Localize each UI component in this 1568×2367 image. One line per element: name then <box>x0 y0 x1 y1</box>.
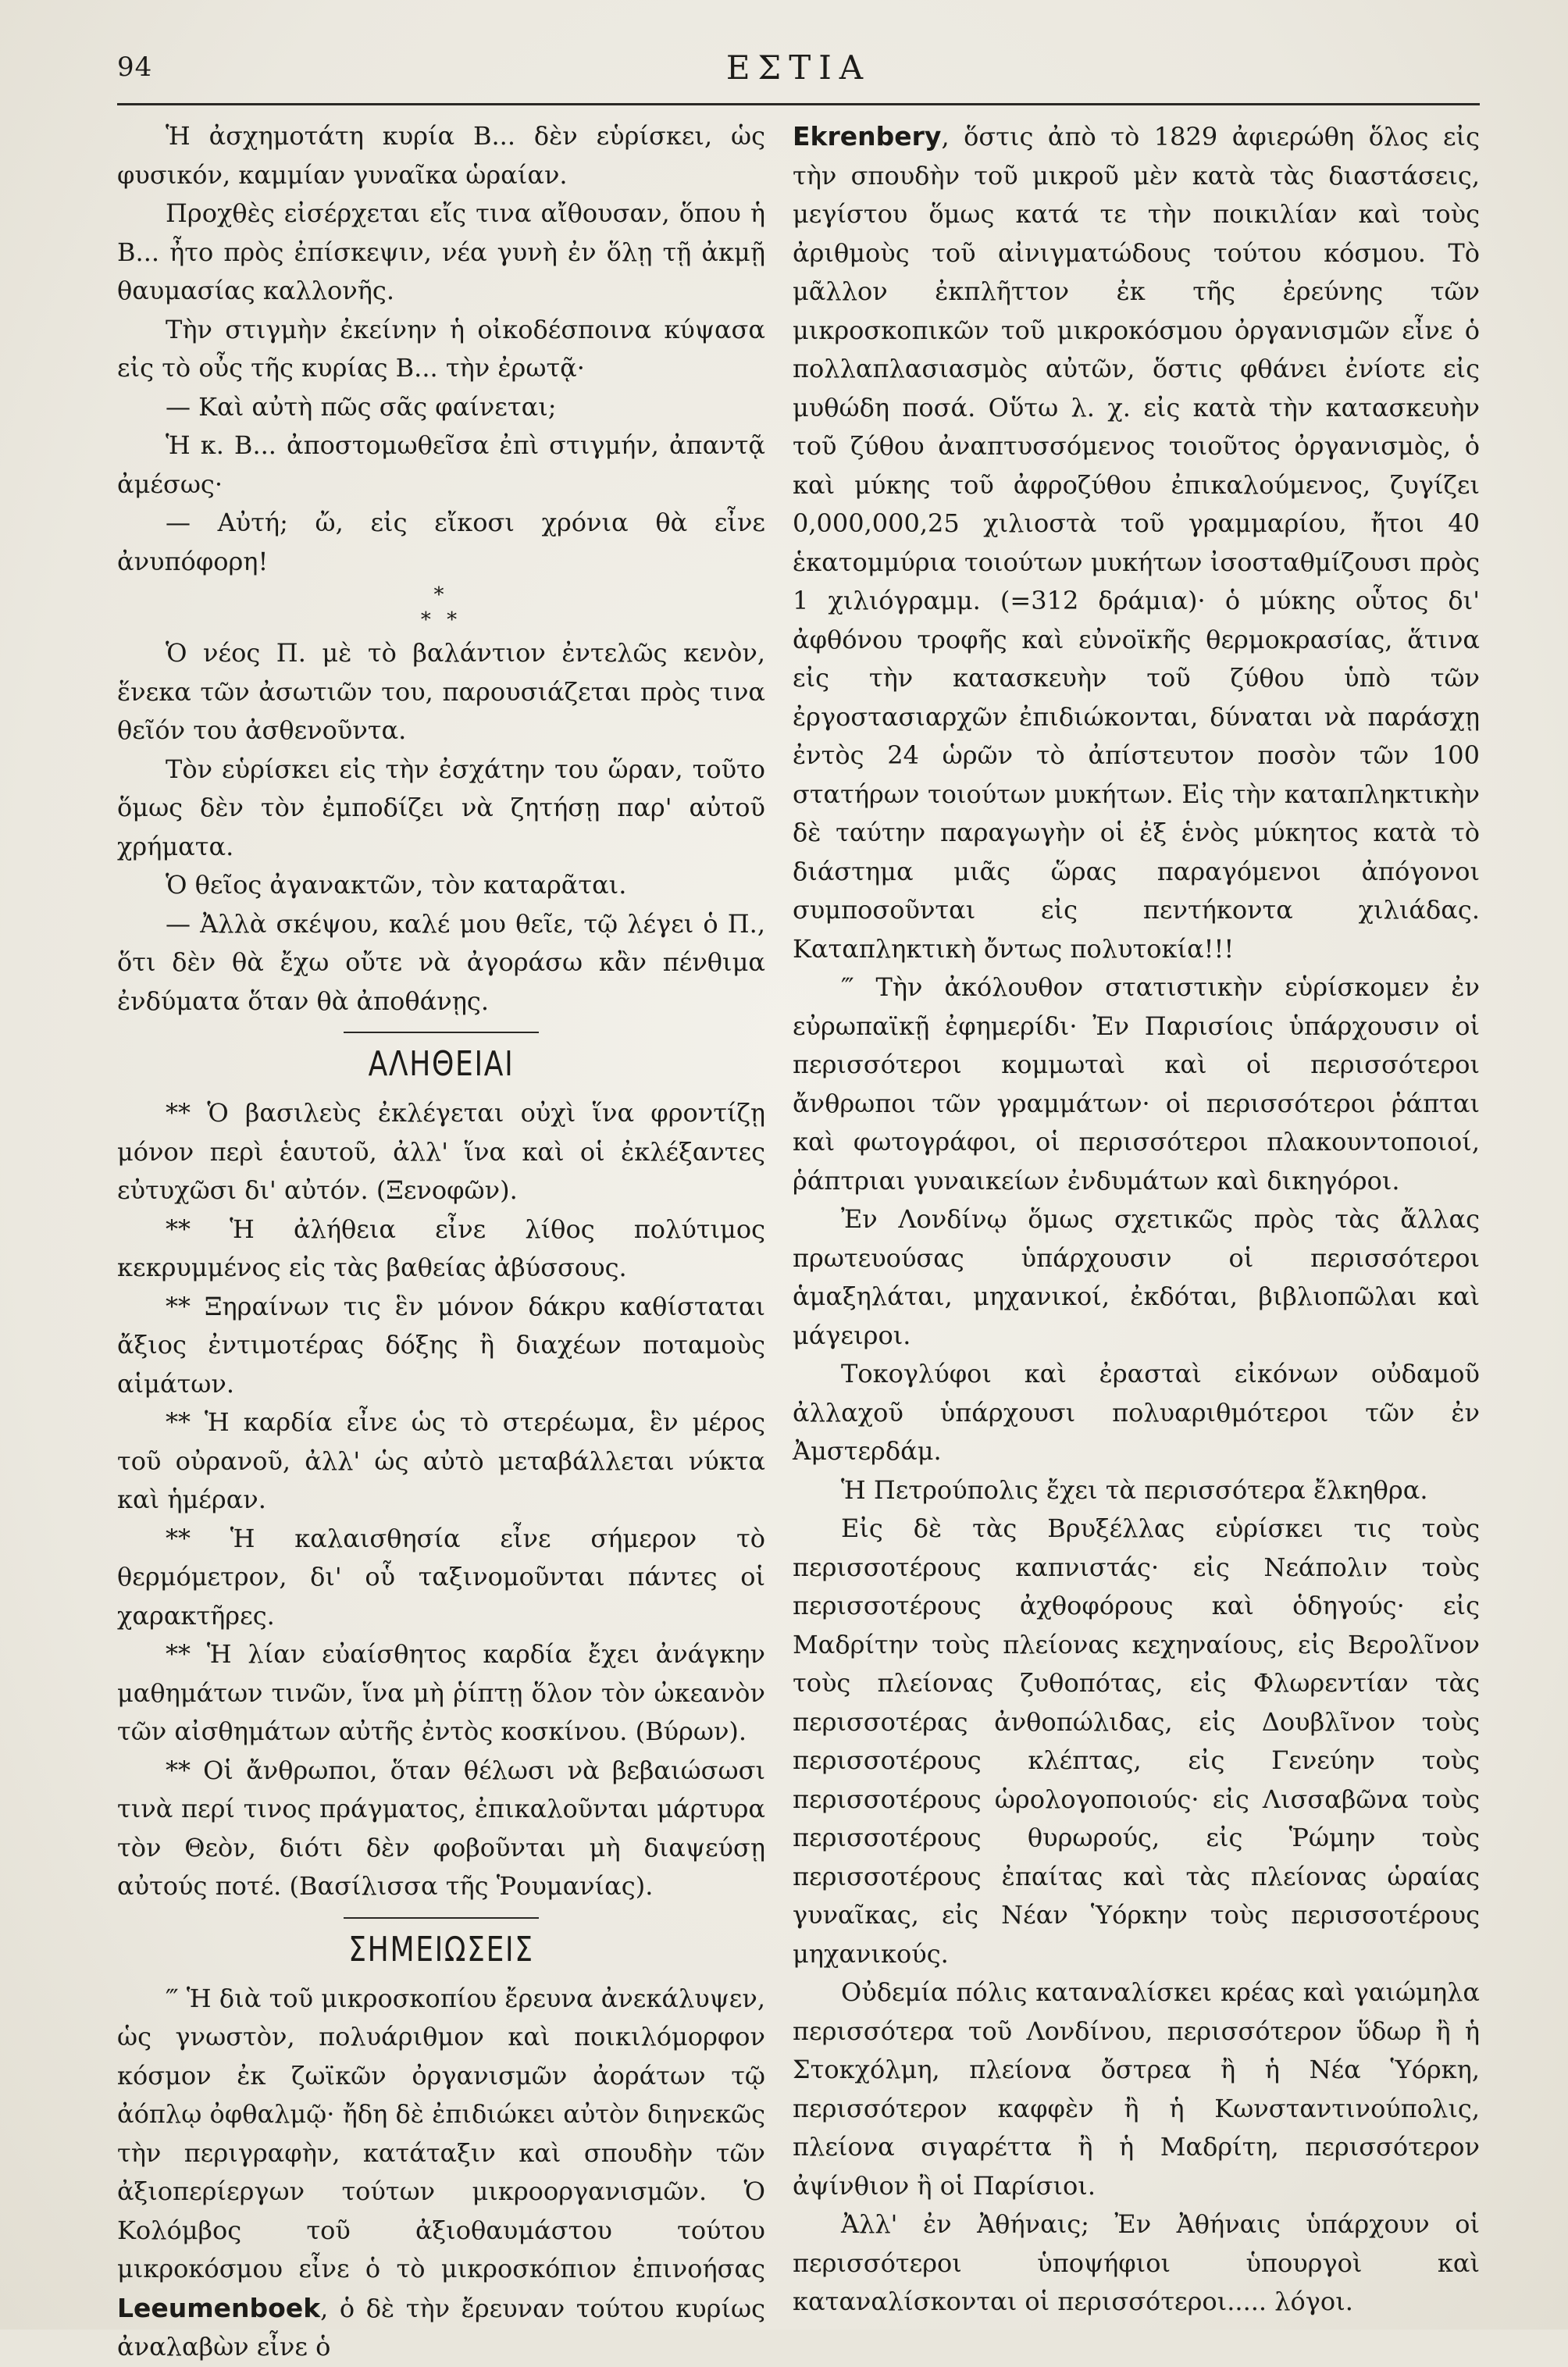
note-text: , ὅστις ἀπὸ τὸ 1829 ἀφιερώθη ὅλος εἰς τὴν σπουδὴν τοῦ μικροῦ μὲν κατὰ τὰς διαστάσεις, μεγίστου ὅμως κατά τε τὴν ποικιλίαν καὶ τοὺς ἀριθμοὺς τοῦ αἰνιγματώδους τούτου κόσμου. Τὸ μᾶλλον ἐκπλῆττον ἐκ τῆς ἐρεύνης τῶν μικροσκοπικῶν τοῦ μικροκόσμου ὀργανισμῶν εἶνε ὁ πολλαπλασιασμὸς αὐτῶν, ὅστις φθάνει ἐνίοτε εἰς μυθώδη ποσά. Οὕτω λ. χ. εἰς κατὰ τὴν κατασκευὴν τοῦ ζύθου ἀναπτυσσόμενος τοιοῦτος ὀργανισμὸς, ὁ καὶ μύκης τοῦ ἀφροζύθου ἐπικαλούμενος, ζυγίζει 0,000,000,25 χιλιοστὰ τοῦ γραμμαρίου, ἤτοι 40 ἑκατομμύρια τοιούτων μυκήτων ἰσοσταθμίζουσι πρὸς 1 χιλιόγραμμ. (=312 δράμια)· ὁ μύκης οὗτος δι' ἀφθόνου τροφῆς καὶ εὐνοϊκῆς θερμοκρασίας, ἅτινα εἰς τὴν κατασκευὴν τοῦ ζύθου ὑπὸ τῶν ἐργοστασιαρχῶν ἐπιδιώκονται, δύναται νὰ παράσχῃ ἐντὸς 24 ὡρῶν τὸ ἀπίστευτον ποσὸν τῶν 100 στατήρων τοιούτων μυκήτων. Εἰς τὴν καταπληκτικὴν δὲ ταύτην παραγωγὴν οἱ ἐξ ἑνὸς μύκητος κατὰ τὸ διάστημα μιᾶς ὥρας παραγόμενοι ἀπόγονοι συμποσοῦνται εἰς πεντήκοντα χιλιάδας. Καταπληκτικὴ ὄντως πολυτοκία!!! <box>793 122 1480 964</box>
truth-item: ** Οἱ ἄνθρωποι, ὅταν θέλωσι νὰ βεβαιώσωσι τινὰ περί τινος πράγματος, ἐπικαλοῦνται μάρτυρα τὸν Θεὸν, διότι δὲν φοβοῦνται μὴ διαψεύσῃ αὐτούς ποτέ. (Βασίλισσα τῆς Ῥουμανίας). <box>117 1755 765 1901</box>
left-column <box>117 117 765 2367</box>
section-divider <box>344 1032 539 1033</box>
truth-item: ** Ἡ καρδία εἶνε ὡς τὸ στερέωμα, ἓν μέρος τοῦ οὐρανοῦ, ἀλλ' ὡς αὐτὸ μεταβάλλεται νύκτα καὶ ἡμέραν. <box>117 1407 765 1514</box>
note-text: ‴ Ἡ διὰ τοῦ μικροσκοπίου ἔρευνα ἀνεκάλυψεν, ὡς γνωστὸν, πολυάριθμον καὶ ποικιλόμορφον κόσμον ἐκ ζωϊκῶν ὀργανισμῶν ἀοράτων τῷ ἀόπλῳ ὀφθαλμῷ· ἤδη δὲ ἐπιδιώκει αὐτὸν διηνεκῶς τὴν περιγραφὴν, κατάταξιν καὶ σπουδὴν τῶν ἀξιοπερίεργων τούτων μικροοργανισμῶν. Ὁ Κολόμβος τοῦ ἀξιοθαυμάστου τούτου μικροκόσμου εἶνε ὁ τὸ μικροσκόπιον ἐπινοήσας <box>117 1983 765 2283</box>
note-paragraph <box>117 1980 765 2367</box>
anecdote-paragraph: Ὁ θεῖος ἀγανακτῶν, τὸν καταρᾶται. <box>166 870 627 900</box>
asterism-top: * <box>433 583 449 607</box>
person-name: Ekrenbery <box>793 121 942 152</box>
running-title: ΕΣΤΙΑ <box>725 48 871 87</box>
truth-item: ** Ἡ ἀλήθεια εἶνε λίθος πολύτιμος κεκρυμμένος εἰς τὰς βαθείας ἀβύσσους. <box>117 1214 765 1282</box>
section-heading-truths: ΑΛΗΘΕΙΑΙ <box>368 1044 515 1084</box>
page-number: 94 <box>117 52 153 83</box>
note-paragraph: Οὐδεμία πόλις καταναλίσκει κρέας καὶ γαιώμηλα περισσότερα τοῦ Λονδίνου, περισσότερον ὕδωρ ἢ ἡ Στοκχόλμη, πλείονα ὄστρεα ἢ ἡ Νέα Ὑόρκη, περισσότερον καφφὲν ἢ ἡ Κωνσταντινούπολις, πλείονα σιγαρέττα ἢ ἡ Μαδρίτη, περισσότερον ἀψίνθιον ἢ οἱ Παρίσιοι. <box>793 1977 1480 2201</box>
anecdote-paragraph: — Καὶ αὐτὴ πῶς σᾶς φαίνεται; <box>166 391 557 422</box>
anecdote-paragraph: Τὸν εὑρίσκει εἰς τὴν ἐσχάτην του ὥραν, τοῦτο ὅμως δὲν τὸν ἐμποδίζει νὰ ζητήσῃ παρ' αὐτοῦ χρήματα. <box>117 754 765 861</box>
anecdote-paragraph: Ἡ κ. Β... ἀποστομωθεῖσα ἐπὶ στιγμήν, ἀπαντᾷ ἀμέσως· <box>117 430 765 499</box>
anecdote-paragraph: Ὁ νέος Π. μὲ τὸ βαλάντιον ἐντελῶς κενὸν, ἕνεκα τῶν ἀσωτιῶν του, παρουσιάζεται πρὸς τινα θεῖόν του ἀσθενοῦντα. <box>117 638 765 745</box>
anecdote-paragraph: — Αὐτή; ὤ, εἰς εἴκοσι χρόνια θὰ εἶνε ἀνυπόφορη! <box>117 508 765 576</box>
note-paragraph: Ἀλλ' ἐν Ἀθήναις; Ἐν Ἀθήναις ὑπάρχουν οἱ περισσότεροι ὑποψήφιοι ὑπουργοὶ καὶ καταναλίσκονται οἱ περισσότεροι..... λόγοι. <box>793 2209 1480 2316</box>
anecdote-paragraph: — Ἀλλὰ σκέψου, καλέ μου θεῖε, τῷ λέγει ὁ Π., ὅτι δὲν θὰ ἔχω οὔτε νὰ ἀγοράσω κἂν πένθιμα ἐνδύματα ὅταν θὰ ἀποθάνῃς. <box>117 908 765 1016</box>
person-name: Leeumenboek <box>117 2292 321 2323</box>
note-paragraph: Ἡ Πετρούπολις ἔχει τὰ περισσότερα ἔλκηθρα. <box>841 1474 1428 1505</box>
section-heading-notes: ΣΗΜΕΙΩΣΕΙΣ <box>348 1929 534 1970</box>
anecdote-paragraph: Προχθὲς εἰσέρχεται εἴς τινα αἴθουσαν, ὅπου ἡ Β... ἦτο πρὸς ἐπίσκεψιν, νέα γυνὴ ἐν ὅλῃ τῇ ἀκμῇ θαυμασίας καλλονῆς. <box>117 198 765 305</box>
page-header <box>117 45 1480 100</box>
truth-item: ** Ἡ λίαν εὐαίσθητος καρδία ἔχει ἀνάγκην μαθημάτων τινῶν, ἵνα μὴ ῥίπτῃ ὅλον τὸν ὠκεανὸν τῶν αἰσθημάτων αὐτῆς ἐντὸς κοσκίνου. (Βύρων). <box>117 1639 765 1746</box>
note-text: , ὁ δὲ τὴν ἔρευναν τούτου κυρίως ἀναλαβὼν εἶνε ὁ <box>117 2293 765 2362</box>
header-rule <box>117 103 1480 105</box>
anecdote-paragraph: Τὴν στιγμὴν ἐκείνην ἡ οἰκοδέσποινα κύψασα εἰς τὸ οὖς τῆς κυρίας Β... τὴν ἐρωτᾷ· <box>117 314 765 383</box>
note-paragraph: Ἐν Λονδίνῳ ὅμως σχετικῶς πρὸς τὰς ἄλλας πρωτευούσας ὑπάρχουσιν οἱ περισσότεροι ἁμαξηλάται, μηχανικοί, ἐκδόται, βιβλιοπῶλαι καὶ μάγειροι. <box>793 1204 1480 1350</box>
note-paragraph: Εἰς δὲ τὰς Βρυξέλλας εὑρίσκει τις τοὺς περισσοτέρους καπνιστάς· εἰς Νεάπολιν τοὺς περισσοτέρους ἀχθοφόρους καὶ ὁδηγούς· εἰς Μαδρίτην τοὺς πλείονας κεχηναίους, εἰς Βερολῖνον τοὺς πλείονας ζυθοπότας, εἰς Φλωρεντίαν τὰς περισσοτέρας ἀνθοπώλιδας, εἰς Δουβλῖνον τοὺς περισσοτέρους κλέπτας, εἰς Γενεύην τοὺς περισσοτέρους ὡρολογοποιούς· εἰς Λισσαβῶνα τοὺς περισσοτέρους θυρωρούς, εἰς Ῥώμην τοὺς περισσοτέρους ἐπαίτας καὶ τὰς πλείονας ὡραίας γυναῖκας, εἰς Νέαν Ὑόρκην τοὺς περισσοτέρους μηχανικούς. <box>793 1513 1480 1969</box>
truth-item: ** Ἡ καλαισθησία εἶνε σήμερον τὸ θερμόμετρον, δι' οὗ ταξινομοῦνται πάντες οἱ χαρακτῆρες. <box>117 1523 765 1631</box>
section-divider <box>344 1917 539 1919</box>
note-paragraph: ‴ Τὴν ἀκόλουθον στατιστικὴν εὑρίσκομεν ἐν εὐρωπαϊκῇ ἐφημερίδι· Ἐν Παρισίοις ὑπάρχουσιν οἱ περισσότεροι κομμωταὶ καὶ οἱ περισσότεροι ἄνθρωποι τῶν γραμμάτων· οἱ περισσότεροι ῥάπται καὶ φωτογράφοι, οἱ περισσότεροι πλακουντοποιοί, ῥάπτριαι γυναικείων ἐνδυμάτων καὶ δικηγόροι. <box>793 972 1480 1196</box>
note-paragraph: Τοκογλύφοι καὶ ἐρασταὶ εἰκόνων οὐδαμοῦ ἀλλαχοῦ ὑπάρχουσι πολυαριθμότεροι τῶν ἐν Ἀμστερδάμ. <box>793 1359 1480 1466</box>
right-column <box>793 117 1480 2322</box>
truth-item: ** Ξηραίνων τις ἓν μόνον δάκρυ καθίσταται ἄξιος ἐντιμοτέρας δόξης ἢ διαχέων ποταμοὺς αἱμάτων. <box>117 1291 765 1399</box>
truth-item: ** Ὁ βασιλεὺς ἐκλέγεται οὐχὶ ἵνα φροντίζῃ μόνον περὶ ἑαυτοῦ, ἀλλ' ἵνα καὶ οἱ ἐκλέξαντες εὐτυχῶσι δι' αὐτόν. (Ξενοφῶν). <box>117 1098 765 1205</box>
note-paragraph <box>793 117 1480 968</box>
asterism-bottom: * * <box>420 608 462 632</box>
anecdote-paragraph: Ἡ ἀσχημοτάτη κυρία Β... δὲν εὑρίσκει, ὡς φυσικόν, καμμίαν γυναῖκα ὡραίαν. <box>117 121 765 190</box>
